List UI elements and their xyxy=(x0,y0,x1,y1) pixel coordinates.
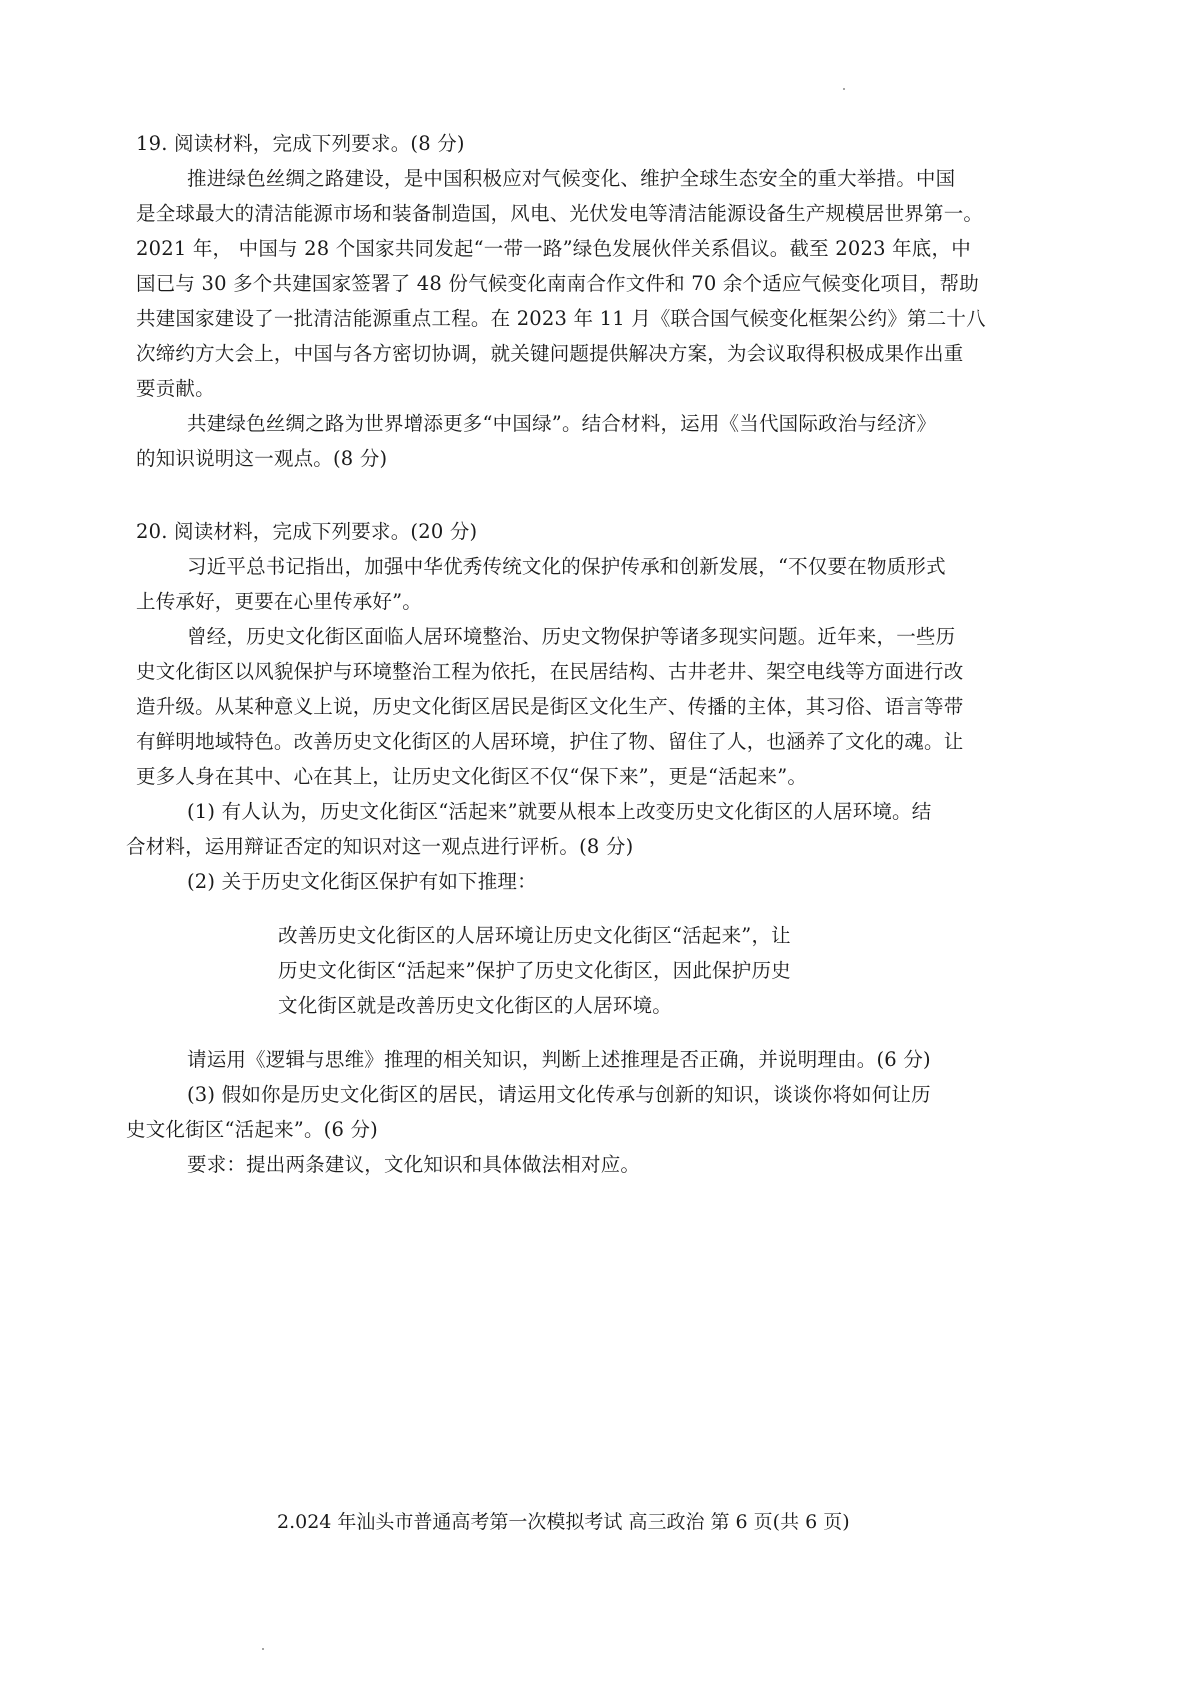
q19-material-line: 国已与 30 多个共建国家签署了 48 份气候变化南南合作文件和 70 余个适应气候变化项目，帮助 xyxy=(136,272,979,295)
q19-material-line: 是全球最大的清洁能源市场和装备制造国，风电、光伏发电等清洁能源设备生产规模居世界第一。 xyxy=(136,202,984,225)
q20-material-line: 曾经，历史文化街区面临人居环境整治、历史文物保护等诸多现实问题。近年来，一些历 xyxy=(187,625,956,648)
q20-material-line: 有鲜明地域特色。改善历史文化街区的人居环境，护住了物、留住了人，也涵养了文化的魂。让 xyxy=(136,730,964,753)
q19-question-line: 共建绿色丝绸之路为世界增添更多“中国绿”。结合材料，运用《当代国际政治与经济》 xyxy=(187,412,937,435)
q19-material-line: 次缔约方大会上，中国与各方密切协调，就关键问题提供解决方案，为会议取得积极成果作出重 xyxy=(136,342,964,365)
q20-material-line: 造升级。从某种意义上说，历史文化街区居民是街区文化生产、传播的主体，其习俗、语言等带 xyxy=(136,695,964,718)
q20-material-line: 史文化街区以风貌保护与环境整治工程为依托，在民居结构、古井老井、架空电线等方面进行改 xyxy=(136,660,964,683)
q20-reasoning-line: 文化街区就是改善历史文化街区的人居环境。 xyxy=(278,994,673,1017)
q20-material-line: 更多人身在其中、心在其上，让历史文化街区不仅“保下来”，更是“活起来”。 xyxy=(136,765,808,788)
q20-quote-line: 习近平总书记指出，加强中华优秀传统文化的保护传承和创新发展，“不仅要在物质形式 xyxy=(187,555,946,578)
q19-material-line: 要贡献。 xyxy=(136,377,215,400)
q20-sub2-intro: (2) 关于历史文化街区保护有如下推理： xyxy=(187,870,537,893)
q20-title: 20. 阅读材料，完成下列要求。(20 分) xyxy=(136,520,478,543)
q20-reasoning-line: 历史文化街区“活起来”保护了历史文化街区，因此保护历史 xyxy=(278,959,791,982)
q19-question-line: 的知识说明这一观点。(8 分) xyxy=(136,447,388,470)
q20-reasoning-line: 改善历史文化街区的人居环境让历史文化街区“活起来”，让 xyxy=(278,924,791,947)
q19-material-line: 推进绿色丝绸之路建设，是中国积极应对气候变化、维护全球生态安全的重大举措。中国 xyxy=(187,167,956,190)
q20-sub1-line: (1) 有人认为，历史文化街区“活起来”就要从根本上改变历史文化街区的人居环境。结 xyxy=(187,800,932,823)
q20-sub2-question: 请运用《逻辑与思维》推理的相关知识，判断上述推理是否正确，并说明理由。(6 分) xyxy=(187,1048,931,1071)
q19-material-line: 2021 年， 中国与 28 个国家共同发起“一带一路”绿色发展伙伴关系倡议。截至 2023 年底，中 xyxy=(136,237,971,260)
q20-sub3-line: 史文化街区“活起来”。(6 分) xyxy=(126,1118,378,1141)
q20-sub3-line: (3) 假如你是历史文化街区的居民，请运用文化传承与创新的知识，谈谈你将如何让历 xyxy=(187,1083,931,1106)
scan-speck xyxy=(843,88,845,90)
q19-material-line: 共建国家建设了一批清洁能源重点工程。在 2023 年 11 月《联合国气候变化框架公约》第二十八 xyxy=(136,307,986,330)
q20-sub1-line: 合材料，运用辩证否定的知识对这一观点进行评析。(8 分) xyxy=(126,835,634,858)
q20-quote-line: 上传承好，更要在心里传承好”。 xyxy=(136,590,422,613)
page-footer: 2.024 年汕头市普通高考第一次模拟考试 高三政治 第 6 页(共 6 页) xyxy=(277,1511,850,1533)
q19-title: 19. 阅读材料，完成下列要求。(8 分) xyxy=(136,132,465,155)
q20-requirement: 要求：提出两条建议，文化知识和具体做法相对应。 xyxy=(187,1153,641,1176)
scan-speck xyxy=(262,1648,264,1650)
